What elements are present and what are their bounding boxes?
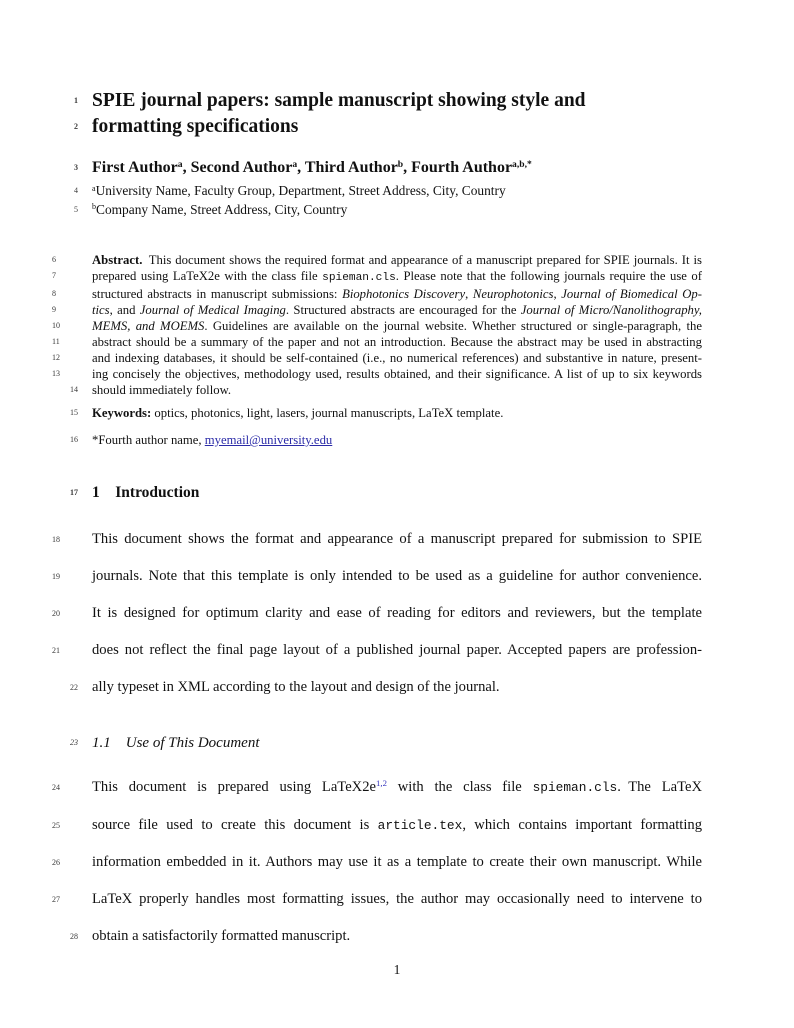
authors-block xyxy=(74,158,702,180)
abstract-text: ing concisely the objectives, methodology used, results obtained, and their significance. A list of up to six keywords xyxy=(92,367,702,381)
use-doc-paragraph xyxy=(52,769,703,955)
keywords-block xyxy=(70,405,702,421)
line-number: 15 xyxy=(70,408,78,417)
title-block xyxy=(74,88,702,140)
body-line xyxy=(52,807,703,844)
body-line xyxy=(52,769,702,807)
abstract-text: Abstract. This document shows the required format and appearance of a manuscript prepared for SPIE journals. It is xyxy=(92,253,702,267)
author-line xyxy=(74,158,702,180)
line-number: 6 xyxy=(52,255,56,264)
abstract-line xyxy=(52,366,702,382)
line-number: 23 xyxy=(70,738,78,747)
body-line xyxy=(52,632,702,669)
section-heading xyxy=(70,483,702,503)
abstract-text: prepared using LaTeX2e with the class file spieman.cls. Please note that the following journals require the use of xyxy=(92,269,703,284)
body-line xyxy=(52,844,702,881)
line-number: 16 xyxy=(70,435,78,444)
body-text: It is designed for optimum clarity and ease of reading for editors and reviewers, but the template xyxy=(92,605,702,621)
title-line xyxy=(74,114,702,140)
body-text: This document shows the format and appearance of a manuscript prepared for submission to SPIE xyxy=(92,531,702,547)
citation-link[interactable]: 1,2 xyxy=(376,778,387,789)
body-text: This document is prepared using $LaTeX2e^{1,2}$ with the class file spieman.cls. The LaTeX xyxy=(92,778,702,795)
abstract-text: abstract should be a summary of the paper and not an introduction. Because the abstract may be used in abstracting xyxy=(92,335,702,349)
body-line xyxy=(70,918,702,955)
body-line xyxy=(70,669,702,706)
page-title: formatting specifications xyxy=(92,116,299,137)
page-number: 1 xyxy=(393,962,401,977)
body-line xyxy=(52,881,702,918)
affiliation-line xyxy=(74,201,702,221)
email-link[interactable]: myemail@university.edu xyxy=(204,433,333,447)
line-number: 12 xyxy=(52,353,60,362)
line-number: 11 xyxy=(52,337,60,346)
line-number: 18 xyxy=(52,535,60,544)
line-number: 5 xyxy=(74,204,78,214)
abstract-text: MEMS, and MOEMS. Guidelines are available on the journal website. Whether structured or single-paragraph, the xyxy=(92,319,702,333)
line-number: 21 xyxy=(52,646,60,655)
correspondence-text: *Fourth author name, myemail@university.edu xyxy=(92,433,333,447)
abstract-line xyxy=(52,318,702,334)
correspondence-line xyxy=(70,432,702,448)
section-heading-text: 1 Introduction xyxy=(92,484,200,501)
subsection-heading xyxy=(70,733,702,753)
line-number: 2 xyxy=(74,122,78,131)
affiliations-block xyxy=(74,183,702,220)
line-number: 28 xyxy=(70,932,78,941)
abstract-block xyxy=(52,252,703,398)
body-text: information embedded in it. Authors may use it as a template to create their own manuscript. While xyxy=(92,854,702,870)
line-number: 10 xyxy=(52,321,60,330)
abstract-line xyxy=(52,286,702,302)
body-line xyxy=(52,595,702,632)
abstract-text: and indexing databases, it should be self-contained (i.e., no numerical references) and substantive in nature, present- xyxy=(92,351,702,365)
line-number: 26 xyxy=(52,858,60,867)
line-number: 7 xyxy=(52,271,56,280)
page-title: SPIE journal papers: sample manuscript showing style and xyxy=(92,90,586,111)
keywords-text: Keywords: optics, photonics, light, lasers, journal manuscripts, LaTeX template. xyxy=(92,406,504,420)
abstract-text: tics, and Journal of Medical Imaging. Structured abstracts are encouraged for the Journal of Micro/Nanolithography, xyxy=(92,303,702,317)
subsection-heading-block xyxy=(70,733,702,753)
page-number-block xyxy=(92,961,702,979)
abstract-line xyxy=(52,268,703,286)
body-line xyxy=(52,558,702,595)
intro-paragraph xyxy=(52,521,702,706)
line-number: 19 xyxy=(52,572,60,581)
line-number: 1 xyxy=(74,96,78,105)
affiliation-line xyxy=(74,183,702,202)
abstract-line xyxy=(52,302,702,318)
line-number: 27 xyxy=(52,895,60,904)
body-text: does not reflect the final page layout of a published journal paper. Accepted papers are profession- xyxy=(92,642,702,658)
line-number: 13 xyxy=(52,369,60,378)
section-heading-block xyxy=(70,483,702,503)
line-number: 9 xyxy=(52,305,56,314)
subsection-heading-text: 1.1 Use of This Document xyxy=(92,735,260,751)
abstract-text: should immediately follow. xyxy=(92,383,232,397)
body-text: LaTeX properly handles most formatting issues, the author may occasionally need to intervene to xyxy=(92,891,702,907)
line-number: 8 xyxy=(52,289,56,298)
body-line xyxy=(52,521,702,558)
line-number: 25 xyxy=(52,821,60,830)
line-number: 17 xyxy=(70,488,78,497)
abstract-line xyxy=(52,334,702,350)
body-text: obtain a satisfactorily formatted manuscript. xyxy=(92,928,351,944)
body-text: journals. Note that this template is only intended to be used as a guideline for author convenience. xyxy=(92,568,702,584)
affiliation-text: $^a$University Name, Faculty Group, Department, Street Address, City, Country xyxy=(92,183,506,198)
title-line xyxy=(74,88,702,114)
correspondence-block xyxy=(70,432,702,448)
line-number: 22 xyxy=(70,683,78,692)
affiliation-text: $^b$Company Name, Street Address, City, Country xyxy=(92,201,348,217)
page-content xyxy=(52,0,703,979)
line-number: 24 xyxy=(52,783,60,792)
abstract-line xyxy=(52,252,702,268)
author-names: First Author$^a$, Second Author$^a$, Third Author$^b$, Fourth Author$^{a,b,*}$ xyxy=(92,158,532,176)
body-text: source file used to create this document is article.tex, which contains important formatting xyxy=(92,817,703,833)
keywords-line xyxy=(70,405,702,421)
abstract-line xyxy=(70,382,702,398)
abstract-text: structured abstracts in manuscript submissions: Biophotonics Discovery, Neurophotonics, Journal of Biomedical Op- xyxy=(92,287,702,301)
line-number: 14 xyxy=(70,385,78,394)
line-number: 20 xyxy=(52,609,60,618)
line-number: 3 xyxy=(74,163,78,172)
abstract-line xyxy=(52,350,702,366)
line-number: 4 xyxy=(74,186,78,195)
body-text: ally typeset in XML according to the layout and design of the journal. xyxy=(92,679,500,695)
